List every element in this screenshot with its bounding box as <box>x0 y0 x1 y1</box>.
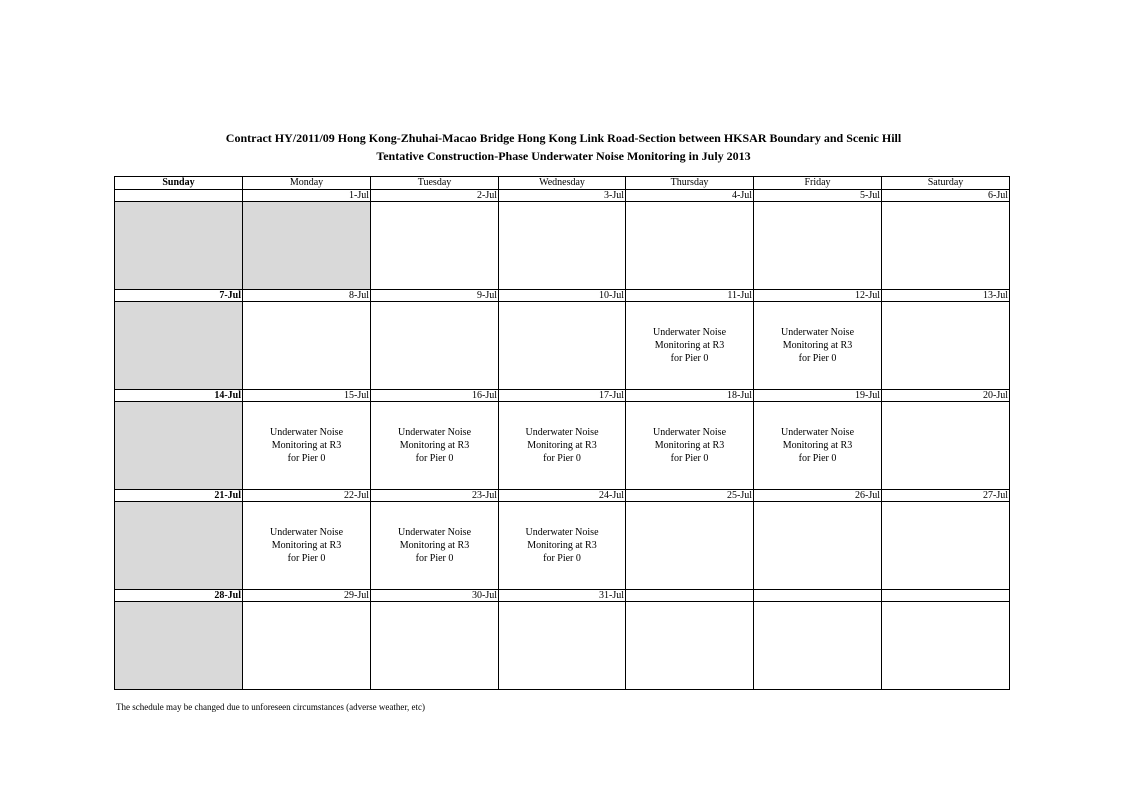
date-row <box>115 390 1010 402</box>
day-body-row <box>115 402 1010 490</box>
date-cell: 7-Jul <box>115 290 243 302</box>
day-cell <box>499 202 626 290</box>
weekday-header: Wednesday <box>499 177 626 190</box>
date-cell: 30-Jul <box>371 590 499 602</box>
day-cell <box>882 602 1010 690</box>
day-cell <box>243 602 371 690</box>
date-cell: 27-Jul <box>882 490 1010 502</box>
date-cell <box>882 590 1010 602</box>
event-text: for Pier 0 <box>670 453 709 464</box>
day-cell <box>499 402 626 490</box>
date-cell: 23-Jul <box>371 490 499 502</box>
weekday-header: Tuesday <box>371 177 499 190</box>
weekday-header: Monday <box>243 177 371 190</box>
event-text: for Pier 0 <box>415 553 454 564</box>
event-text: Underwater Noise <box>652 327 727 338</box>
event-text: for Pier 0 <box>543 553 581 564</box>
day-cell <box>626 302 754 390</box>
event-text: Monitoring at R3 <box>271 540 342 551</box>
document-title: Contract HY/2011/09 Hong Kong-Zhuhai-Macao Bridge Hong Kong Link Road-Section between HKSAR Boundary and Scenic Hill <box>225 131 902 145</box>
day-cell <box>882 502 1010 590</box>
day-body-row <box>115 202 1010 290</box>
day-cell <box>243 302 371 390</box>
weekday-header: Sunday <box>115 177 243 190</box>
day-cell <box>882 402 1010 490</box>
date-cell: 16-Jul <box>371 390 499 402</box>
day-cell <box>754 402 882 490</box>
date-cell: 24-Jul <box>499 490 626 502</box>
event-text: Monitoring at R3 <box>271 440 342 451</box>
date-row <box>115 590 1010 602</box>
event-text: Monitoring at R3 <box>654 340 725 351</box>
document-subtitle: Tentative Construction-Phase Underwater Noise Monitoring in July 2013 <box>376 149 751 163</box>
date-cell <box>754 590 882 602</box>
date-cell: 1-Jul <box>243 190 371 202</box>
date-cell: 18-Jul <box>626 390 754 402</box>
day-cell <box>499 302 626 390</box>
weekday-header: Saturday <box>882 177 1010 190</box>
day-cell <box>626 602 754 690</box>
day-cell <box>754 302 882 390</box>
day-cell <box>115 202 243 290</box>
day-cell <box>754 602 882 690</box>
event-text: Monitoring at R3 <box>527 440 597 451</box>
date-cell: 22-Jul <box>243 490 371 502</box>
weekday-header: Friday <box>754 177 882 190</box>
day-cell <box>243 502 371 590</box>
day-cell <box>882 302 1010 390</box>
date-cell: 21-Jul <box>115 490 243 502</box>
weekday-header-row <box>115 177 1010 190</box>
event-text: Underwater Noise <box>269 427 344 438</box>
date-cell: 6-Jul <box>882 190 1010 202</box>
date-cell: 26-Jul <box>754 490 882 502</box>
day-body-row <box>115 602 1010 690</box>
day-cell <box>243 202 371 290</box>
date-cell: 28-Jul <box>115 590 243 602</box>
day-cell <box>371 502 499 590</box>
date-cell: 15-Jul <box>243 390 371 402</box>
date-cell: 29-Jul <box>243 590 371 602</box>
day-cell <box>754 202 882 290</box>
date-cell: 20-Jul <box>882 390 1010 402</box>
day-cell <box>115 402 243 490</box>
date-cell: 9-Jul <box>371 290 499 302</box>
day-cell <box>371 202 499 290</box>
day-cell <box>626 202 754 290</box>
date-cell: 2-Jul <box>371 190 499 202</box>
event-text: Underwater Noise <box>269 527 344 538</box>
event-text: for Pier 0 <box>670 353 709 364</box>
day-cell <box>371 602 499 690</box>
day-body-row <box>115 502 1010 590</box>
event-text: Underwater Noise <box>780 427 855 438</box>
date-cell <box>115 190 243 202</box>
event-text: for Pier 0 <box>415 453 454 464</box>
date-cell: 5-Jul <box>754 190 882 202</box>
day-cell <box>243 402 371 490</box>
event-text: Monitoring at R3 <box>782 440 853 451</box>
day-cell <box>626 502 754 590</box>
footnote: The schedule may be changed due to unforeseen circumstances (adverse weather, etc) <box>116 702 425 712</box>
date-cell: 3-Jul <box>499 190 626 202</box>
date-cell: 13-Jul <box>882 290 1010 302</box>
date-cell: 17-Jul <box>499 390 626 402</box>
calendar-table <box>114 176 1010 690</box>
date-cell: 10-Jul <box>499 290 626 302</box>
event-text: Monitoring at R3 <box>527 540 597 551</box>
event-text: Monitoring at R3 <box>782 340 853 351</box>
day-cell <box>371 402 499 490</box>
day-cell <box>882 202 1010 290</box>
day-cell <box>371 302 499 390</box>
date-row <box>115 290 1010 302</box>
event-text: Underwater Noise <box>780 327 855 338</box>
day-cell <box>115 502 243 590</box>
event-text: Underwater Noise <box>397 427 472 438</box>
day-cell <box>499 502 626 590</box>
date-row <box>115 490 1010 502</box>
event-text: Underwater Noise <box>652 427 727 438</box>
event-text: Underwater Noise <box>525 427 599 438</box>
day-cell <box>626 402 754 490</box>
event-text: Underwater Noise <box>397 527 472 538</box>
day-cell <box>115 602 243 690</box>
day-cell <box>499 602 626 690</box>
weekday-header: Thursday <box>626 177 754 190</box>
day-body-row <box>115 302 1010 390</box>
date-cell: 14-Jul <box>115 390 243 402</box>
event-text: for Pier 0 <box>287 453 326 464</box>
event-text: Monitoring at R3 <box>399 440 470 451</box>
date-cell: 31-Jul <box>499 590 626 602</box>
day-cell <box>754 502 882 590</box>
event-text: Monitoring at R3 <box>654 440 725 451</box>
event-text: for Pier 0 <box>798 453 837 464</box>
date-cell: 8-Jul <box>243 290 371 302</box>
date-cell: 12-Jul <box>754 290 882 302</box>
date-cell <box>626 590 754 602</box>
event-text: for Pier 0 <box>543 453 581 464</box>
event-text: Monitoring at R3 <box>399 540 470 551</box>
date-cell: 4-Jul <box>626 190 754 202</box>
date-row <box>115 190 1010 202</box>
event-text: Underwater Noise <box>525 527 599 538</box>
date-cell: 11-Jul <box>626 290 754 302</box>
event-text: for Pier 0 <box>798 353 837 364</box>
event-text: for Pier 0 <box>287 553 326 564</box>
date-cell: 25-Jul <box>626 490 754 502</box>
day-cell <box>115 302 243 390</box>
date-cell: 19-Jul <box>754 390 882 402</box>
